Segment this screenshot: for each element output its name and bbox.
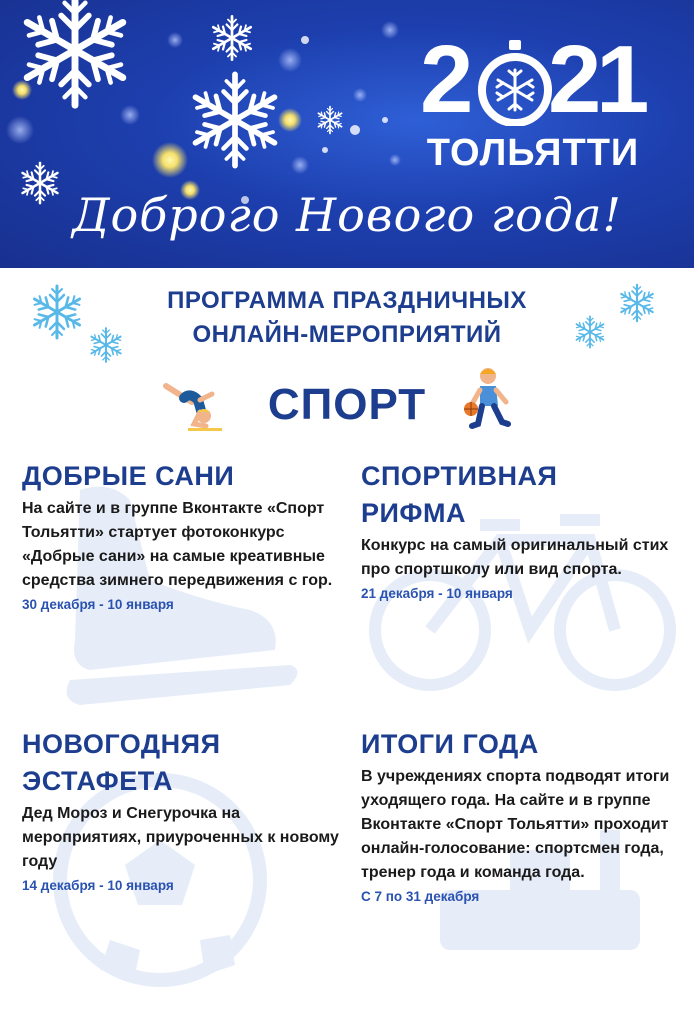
event-description: На сайте и в группе Вконтакте «Спорт Тольятти» стартует фотоконкурс «Добрые сани» на самые креативные средства зимнего передвижения с гор. — [22, 500, 333, 589]
event-card — [22, 458, 342, 612]
gymnast-icon — [158, 372, 224, 432]
event-title — [22, 726, 342, 800]
event-card — [361, 726, 681, 904]
new-year-greeting: Доброго Нового года! — [72, 188, 622, 242]
year-digit: 2 — [548, 26, 600, 133]
event-dates: 14 декабря - 10 января — [22, 878, 174, 893]
event-title-line: ИТОГИ ГОДА — [361, 729, 539, 759]
event-description: В учреждениях спорта подводят итоги уходящего года. На сайте и в группе Вконтакте «Спорт Тольятти» проходит онлайн-голосование: спортсмен года, тренер года и команда года. — [361, 768, 670, 881]
event-dates: 21 декабря - 10 января — [361, 586, 513, 601]
event-description: Дед Мороз и Снегурочка на мероприятиях, приуроченных к новому году — [22, 805, 339, 870]
basketball-player-icon — [462, 366, 518, 432]
program-title — [110, 284, 584, 352]
event-title-line: РИФМА — [361, 498, 466, 528]
event-title — [22, 458, 342, 495]
event-title-line: НОВОГОДНЯЯ — [22, 729, 221, 759]
program-title-line: ОНЛАЙН-МЕРОПРИЯТИЙ — [192, 321, 502, 348]
city-name: ТОЛЬЯТТИ — [426, 132, 640, 174]
event-card — [22, 726, 342, 893]
snowflake-icon — [619, 285, 655, 321]
year-digit: 2 — [420, 26, 472, 133]
snowflake-icon — [31, 286, 83, 338]
header-banner — [0, 0, 694, 268]
program-title-line: ПРОГРАММА ПРАЗДНИЧНЫХ — [167, 287, 527, 314]
event-title-line: СПОРТИВНАЯ — [361, 461, 558, 491]
event-dates: С 7 по 31 декабря — [361, 889, 480, 904]
event-title-line: ДОБРЫЕ САНИ — [22, 461, 235, 491]
event-title — [361, 458, 676, 532]
christmas-ball-icon — [478, 38, 552, 126]
event-description: Конкурс на самый оригинальный стих про спортшколу или вид спорта. — [361, 537, 669, 578]
event-dates: 30 декабря - 10 января — [22, 597, 174, 612]
event-title-line: ЭСТАФЕТА — [22, 766, 173, 796]
event-title — [361, 726, 681, 763]
skate-blade — [67, 665, 298, 705]
year-digit: 1 — [596, 26, 648, 133]
section-title: СПОРТ — [267, 380, 427, 429]
event-card — [361, 458, 676, 601]
